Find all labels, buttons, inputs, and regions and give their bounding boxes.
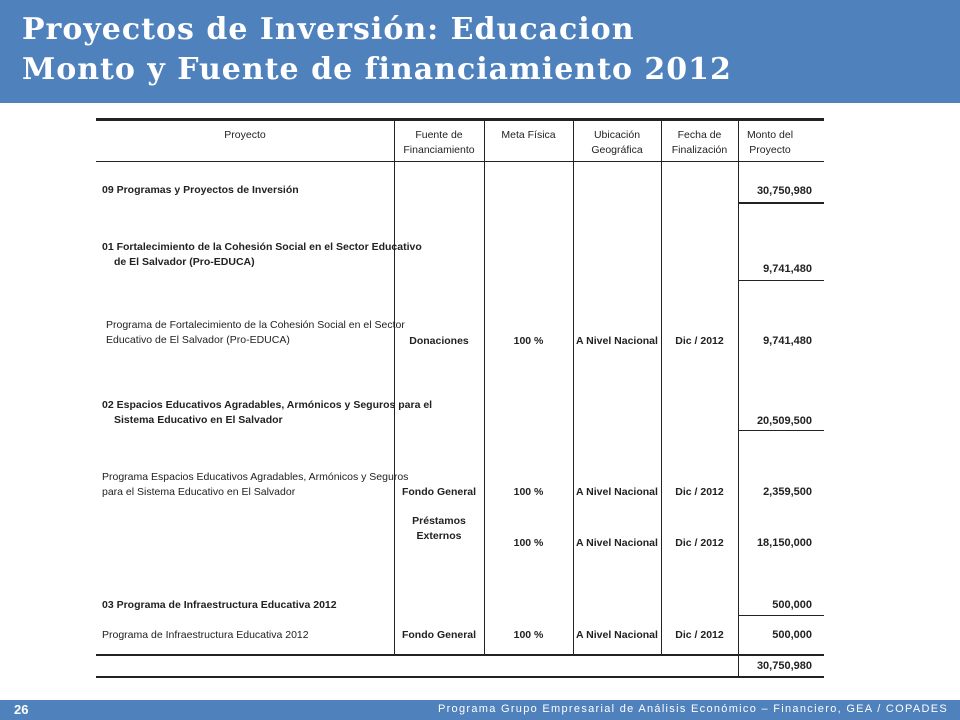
funding-source: Donaciones [409,335,469,347]
location: A Nivel Nacional [576,486,658,498]
table-top-rule [96,118,824,121]
header-proyecto: Proyecto [224,129,266,141]
end-date: Dic / 2012 [675,486,724,498]
slide-subtitle: Monto y Fuente de financiamiento 2012 [22,52,732,87]
amount-cell: 9,741,480 [763,263,812,275]
project-name: 09 Programas y Proyectos de Inversión [102,184,299,196]
project-name: 02 Espacios Educativos Agradables, Armónicos y Seguros para el Sistema Educativo en El Salvador [102,399,433,426]
amount-cell: 9,741,480 [763,335,812,347]
physical-goal: 100 % [513,335,544,347]
header-bottom-rule [96,161,824,162]
amount-cell: 500,000 [772,629,812,641]
end-date: Dic / 2012 [675,537,724,549]
slide-footer [0,700,960,720]
header-fuente: Fuente de Financiamiento [403,129,475,156]
project-name: Programa de Infraestructura Educativa 2012 [102,629,309,641]
total-amount: 30,750,980 [756,660,812,672]
column-divider [573,118,574,656]
project-name: 03 Programa de Infraestructura Educativa 2012 [102,599,337,611]
funding-source: Fondo General [401,629,477,641]
amount-cell: 2,359,500 [763,486,812,498]
page-number: 26 [14,702,29,717]
funding-source: Fondo General [401,486,477,498]
slide-title: Proyectos de Inversión: Educacion [22,12,635,47]
footer-credit: Programa Grupo Empresarial de Análisis Económico – Financiero, GEA / COPADES [437,703,948,715]
location: A Nivel Nacional [576,629,658,641]
project-name: Programa de Fortalecimiento de la Cohesión Social en el Sector Educativo de El Salvador (Pro-EDUCA) [106,319,405,346]
amount-underline [739,615,824,616]
location: A Nivel Nacional [576,335,658,347]
total-top-rule [96,654,824,656]
project-name: 01 Fortalecimiento de la Cohesión Social en el Sector Educativo de El Salvador (Pro-EDUCA) [102,241,422,268]
amount-cell: 500,000 [772,599,812,611]
column-divider [394,118,395,656]
slide-header [0,0,960,103]
physical-goal: 100 % [513,537,544,549]
amount-cell: 30,750,980 [756,185,812,197]
amount-underline [739,280,824,281]
location: A Nivel Nacional [576,537,658,549]
physical-goal: 100 % [513,486,544,498]
physical-goal: 100 % [513,629,544,641]
amount-underline [739,430,824,431]
end-date: Dic / 2012 [675,335,724,347]
header-ubicacion: Ubicación Geográfica [591,129,643,156]
header-monto: Monto del Proyecto [746,129,794,156]
end-date: Dic / 2012 [675,629,724,641]
project-name: Programa Espacios Educativos Agradables, Armónicos y Seguros para el Sistema Educativo en El Salvador [102,471,409,498]
funding-source: Préstamos Externos [412,515,466,542]
budget-table-scan [96,118,824,680]
column-divider [484,118,485,656]
amount-underline [739,202,824,204]
amount-cell: 20,509,500 [756,415,812,427]
amount-cell: 18,150,000 [756,537,812,549]
header-meta: Meta Física [501,129,556,141]
column-divider [661,118,662,656]
header-fecha: Fecha de Finalización [671,129,728,156]
table-bottom-rule [96,676,824,678]
